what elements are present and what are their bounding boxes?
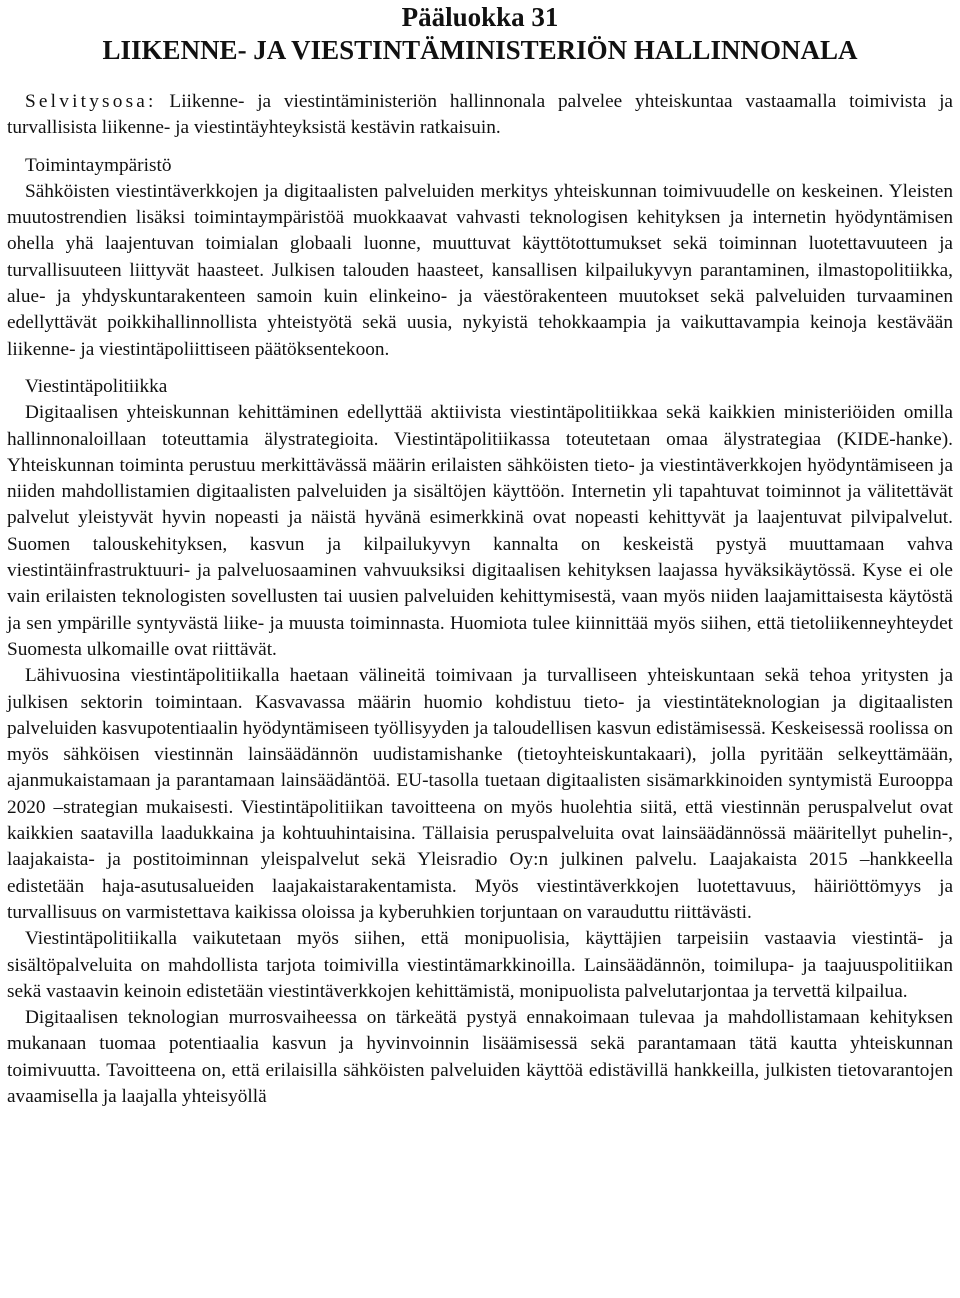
document-page (7, 0, 953, 1110)
intro-label: Selvitysosa: (25, 91, 157, 112)
section-heading-toimintaymparisto: Toimintaympäristö (25, 154, 172, 176)
document-body (7, 89, 953, 1110)
ministry-title: LIIKENNE- JA VIESTINTÄMINISTERIÖN HALLINNONALA (102, 35, 858, 65)
paragraph: Digitaalisen yhteiskunnan kehittäminen edellyttää aktiivista viestintäpolitiikkaa sekä kaikkien ministeriöiden omilla hallinnonaloillaan toteuttamia älystrategioita. Viestintäpolitiikassa toteutetaan omaa älystrategiaa (KIDE-hanke). Yhteiskunnan toiminta perustuu merkittävässä määrin erilaisten sähköisten tieto- ja viestintäverkkojen hyödyntämiseen ja niiden mahdollistamien digitaalisten palveluiden ja sisältöjen käyttöön. Internetin yli tapahtuvat toiminnot ja välitettävät palvelut yleistyvät hyvin nopeasti ja näistä hyvänä esimerkkinä ovat nopeasti kehittyvät ja laajentuvat pilvipalvelut. Suomen talouskehityksen, kasvun ja kilpailukyvyn kannalta on keskeistä pystyä muuttamaan vahva viestintäinfrastruktuuri- ja palveluosaaminen vahvuuksiksi digitaalisen kehityksen laajassa hyväksikäytössä. Kyse ei ole vain erilaisten teknologisten sovellusten tai uusien palveluiden kehittymisestä, vaan myös niiden laajamittaisesta käytöstä ja sen ympärille syntyvästä liike- ja muusta toiminnasta. Huomiota tulee kiinnittää myös siihen, että tietoliikenneyhteydet Suomesta ulkomaille ovat riittävät. (7, 402, 953, 660)
intro-text: Liikenne- ja viestintäministeriön hallinnonala palvelee yhteiskuntaa vastaamalla toimivista ja turvallisista liikenne- ja viestintäyhteyksistä kestävin ratkaisuin. (7, 91, 953, 139)
paragraph: Viestintäpolitiikalla vaikutetaan myös siihen, että monipuolisia, käyttäjien tarpeisiin vastaavia viestintä- ja sisältöpalveluita on mahdollista tarjota toimivilla viestintämarkkinoilla. Lainsäädännön, toimilupa- ja taajuuspolitiikan sekä vastaavin keinoin edistetään viestintäverkkojen kehittämistä, monipuolista palvelutarjontaa ja tervettä kilpailua. (7, 928, 953, 1002)
paragraph: Digitaalisen teknologian murrosvaiheessa on tärkeätä pystyä ennakoimaan tulevaa ja mahdollistamaan kehityksen mukanaan tuomaa potentiaalia kasvun ja hyvinvoinnin lisäämisessä sekä parantamaan tätä kautta yhteiskunnan toimivuutta. Tavoitteena on, että erilaisilla sähköisten palveluiden käyttöä edistävillä hankkeilla, julkisten tietovarantojen avaamisella ja laajalla yhteisyöllä (7, 1007, 953, 1107)
intro-paragraph (7, 89, 953, 142)
section-heading-viestintapolitiikka: Viestintäpolitiikka (25, 375, 168, 397)
paragraph: Sähköisten viestintäverkkojen ja digitaalisten palveluiden merkitys yhteiskunnan toimivuudelle on keskeinen. Yleisten muutostrendien lisäksi toimintaympäristöä muokkaavat vahvasti teknologisen kehityksen ja internetin hyödyntämisen ohella yhä laajentuvan toimialan globaali luonne, muuttuvat käyttötottumukset sekä toiminnan luotettavuuteen ja turvallisuuteen liittyvät haasteet. Julkisen talouden haasteet, kansallisen kilpailukyvyn parantaminen, ilmastopolitiikka, alue- ja yhdyskuntarakenteen samoin kuin elinkeino- ja väestörakenteen muutokset sekä palveluiden turvaaminen edellyttävät poikkihallinnollista yhteistyötä sekä uusia, nykyistä tehokkaampia ja vaikuttavampia keinoja kestävään liikenne- ja viestintäpoliittiseen päätöksentekoon. (7, 180, 953, 360)
paragraph: Lähivuosina viestintäpolitiikalla haetaan välineitä toimivaan ja turvalliseen yhteiskuntaan sekä tehoa yritysten ja julkisen sektorin toimintaan. Kasvavassa määrin huomio kohdistuu tieto- ja viestintäteknologian ja digitaalisten palveluiden kasvupotentiaalin hyödyntämiseen työllisyyden ja taloudellisen kasvun edistämisessä. Keskeisessä roolissa on myös sähköisen viestinnän lainsäädännön uudistamishanke (tietoyhteiskuntakaari), jolla pyritään selkeyttämään, ajanmukaistamaan ja parantamaan lainsäädäntöä. EU-tasolla tuetaan digitaalisten sisämarkkinoiden syntymistä Eurooppa 2020 –strategian mukaisesti. Viestintäpolitiikan tavoitteena on myös huolehtia siitä, että viestinnän peruspalvelut ovat kaikkien saatavilla laadukkaina ja kohtuuhintaisina. Tällaisia peruspalveluita ovat lainsäädännössä määritellyt puhelin-, laajakaista- ja postitoiminnan yleispalvelut sekä Yleisradio Oy:n julkinen palvelu. Laajakaista 2015 –hankkeella edistetään haja-asutusalueiden laajakaistarakentamista. Myös viestintäverkkojen luotettavuus, häiriöttömyys ja turvallisuus on varmistettava kaikissa oloissa ja kyberuhkien torjuntaan on varauduttu riittävästi. (7, 665, 953, 923)
page-title (7, 0, 953, 67)
main-class-number: Pääluokka 31 (401, 2, 559, 32)
